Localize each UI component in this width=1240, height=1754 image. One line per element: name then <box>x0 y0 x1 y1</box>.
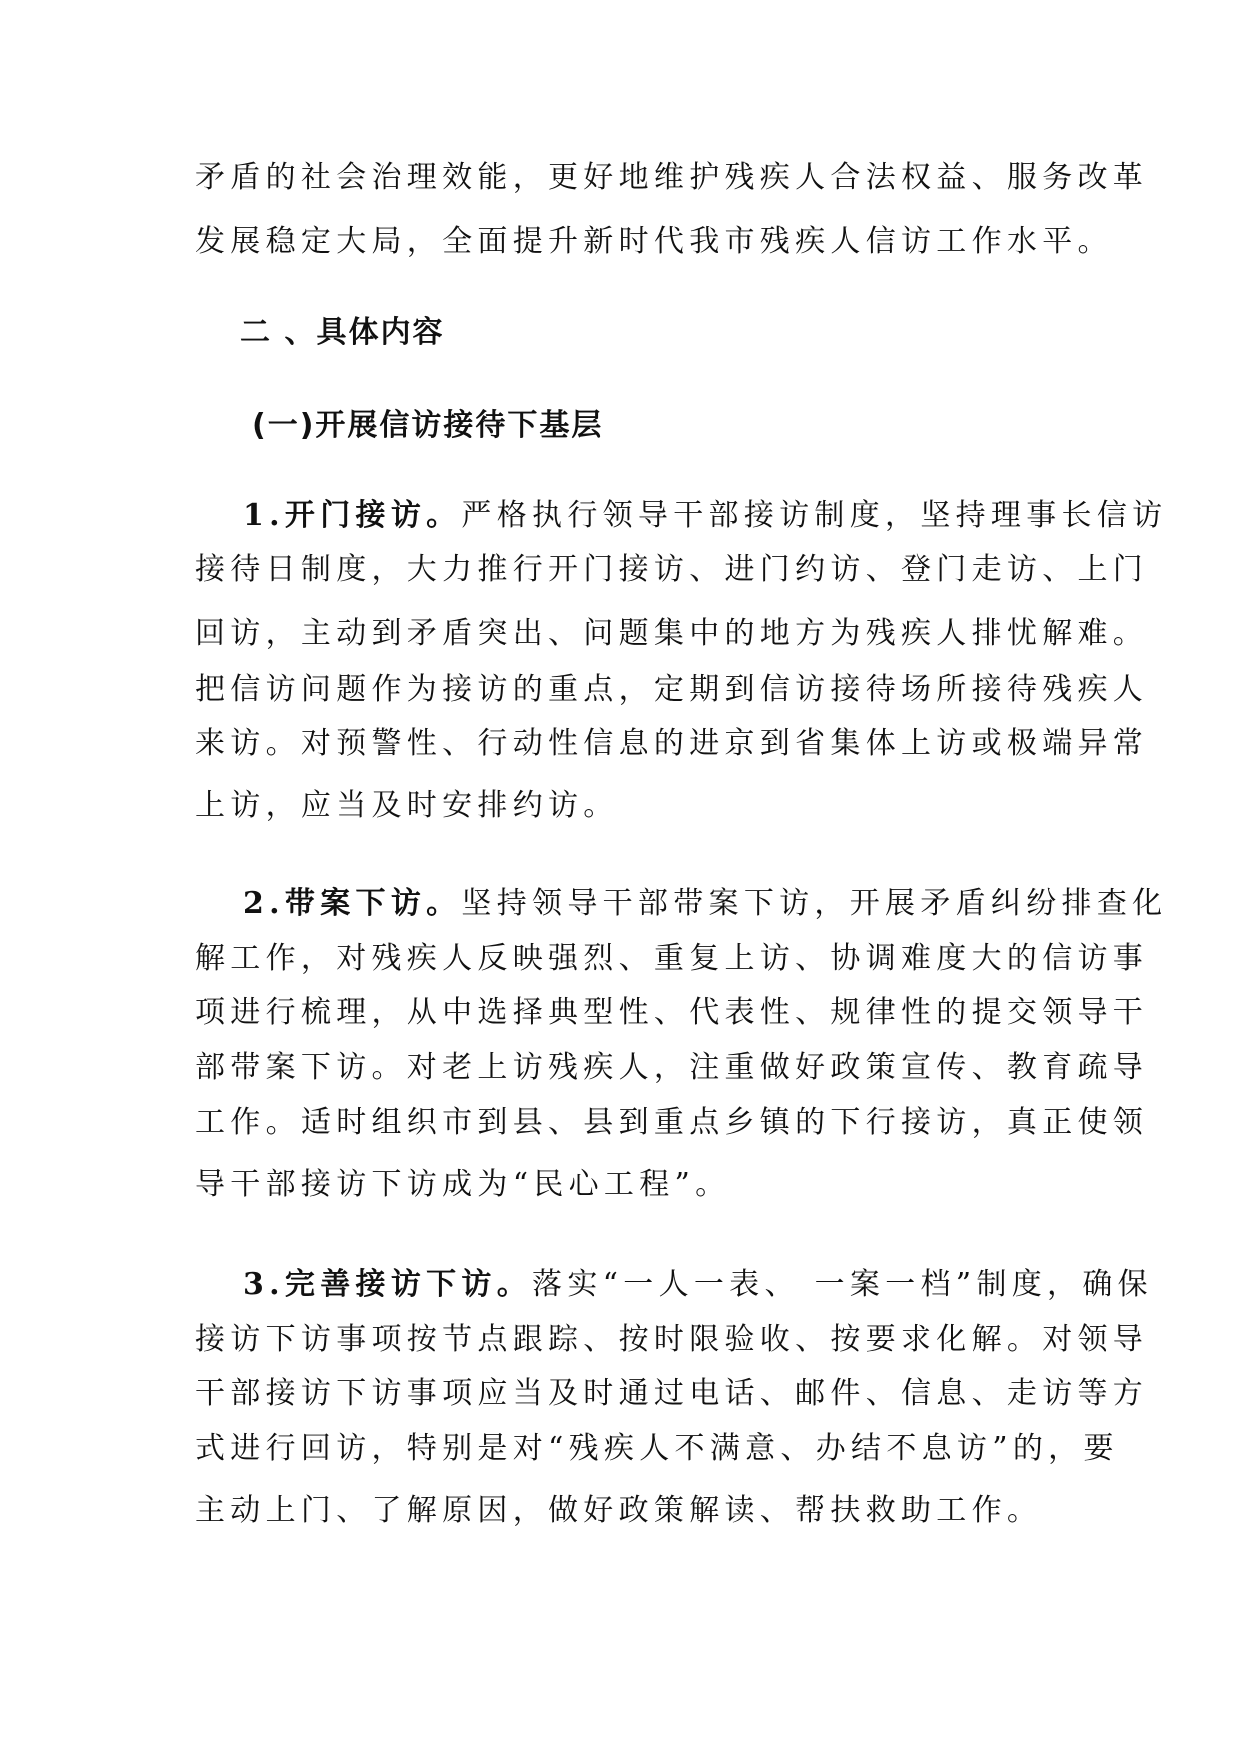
body-text: 严格执行领导干部接访制度，坚持理事长信访 <box>461 498 1168 533</box>
paragraph-item-1-first-line <box>243 496 1168 536</box>
body-text-line: 项进行梳理，从中选择典型性、代表性、规律性的提交领导干 <box>195 995 1149 1030</box>
subsection-heading: (一)开展信访接待下基层 <box>252 408 604 443</box>
paragraph-item-3-first-line <box>243 1265 1153 1305</box>
item-lead: 3.完善接访下访。 <box>243 1267 533 1302</box>
body-text-line: 解工作，对残疾人反映强烈、重复上访、协调难度大的信访事 <box>195 941 1149 976</box>
body-text-line: 来访。对预警性、行动性信息的进京到省集体上访或极端异常 <box>195 726 1149 761</box>
item-lead: 1.开门接访。 <box>243 498 462 533</box>
body-text-line: 部带案下访。对老上访残疾人，注重做好政策宣传、教育疏导 <box>195 1050 1149 1085</box>
body-text-line: 发展稳定大局，全面提升新时代我市残疾人信访工作水平。 <box>195 224 1113 259</box>
body-text-line: 接待日制度，大力推行开门接访、进门约访、登门走访、上门 <box>195 552 1149 587</box>
body-text-line: 回访，主动到矛盾突出、问题集中的地方为残疾人排忧解难。 <box>195 616 1149 651</box>
body-text-line: 主动上门、了解原因，做好政策解读、帮扶救助工作。 <box>195 1493 1043 1528</box>
section-heading: 二 、具体内容 <box>240 315 445 350</box>
body-text-line: 式进行回访，特别是对“残疾人不满意、办结不息访”的，要 <box>195 1431 1119 1466</box>
body-text-line: 工作。适时组织市到县、县到重点乡镇的下行接访，真正使领 <box>195 1105 1149 1140</box>
body-text-line: 上访，应当及时安排约访。 <box>195 788 619 823</box>
item-lead: 2.带案下访。 <box>243 886 462 921</box>
body-text-line: 矛盾的社会治理效能，更好地维护残疾人合法权益、服务改革 <box>195 160 1149 195</box>
body-text-line: 把信访问题作为接访的重点，定期到信访接待场所接待残疾人 <box>195 672 1149 707</box>
body-text-line: 接访下访事项按节点跟踪、按时限验收、按要求化解。对领导 <box>195 1322 1149 1357</box>
body-text: 坚持领导干部带案下访，开展矛盾纠纷排查化 <box>461 886 1168 921</box>
body-text-line: 干部接访下访事项应当及时通过电话、邮件、信息、走访等方 <box>195 1376 1149 1411</box>
body-text: 落实“一人一表、 一案一档”制度，确保 <box>532 1267 1153 1302</box>
paragraph-item-2-first-line <box>243 884 1168 924</box>
body-text-line: 导干部接访下访成为“民心工程”。 <box>195 1167 731 1202</box>
